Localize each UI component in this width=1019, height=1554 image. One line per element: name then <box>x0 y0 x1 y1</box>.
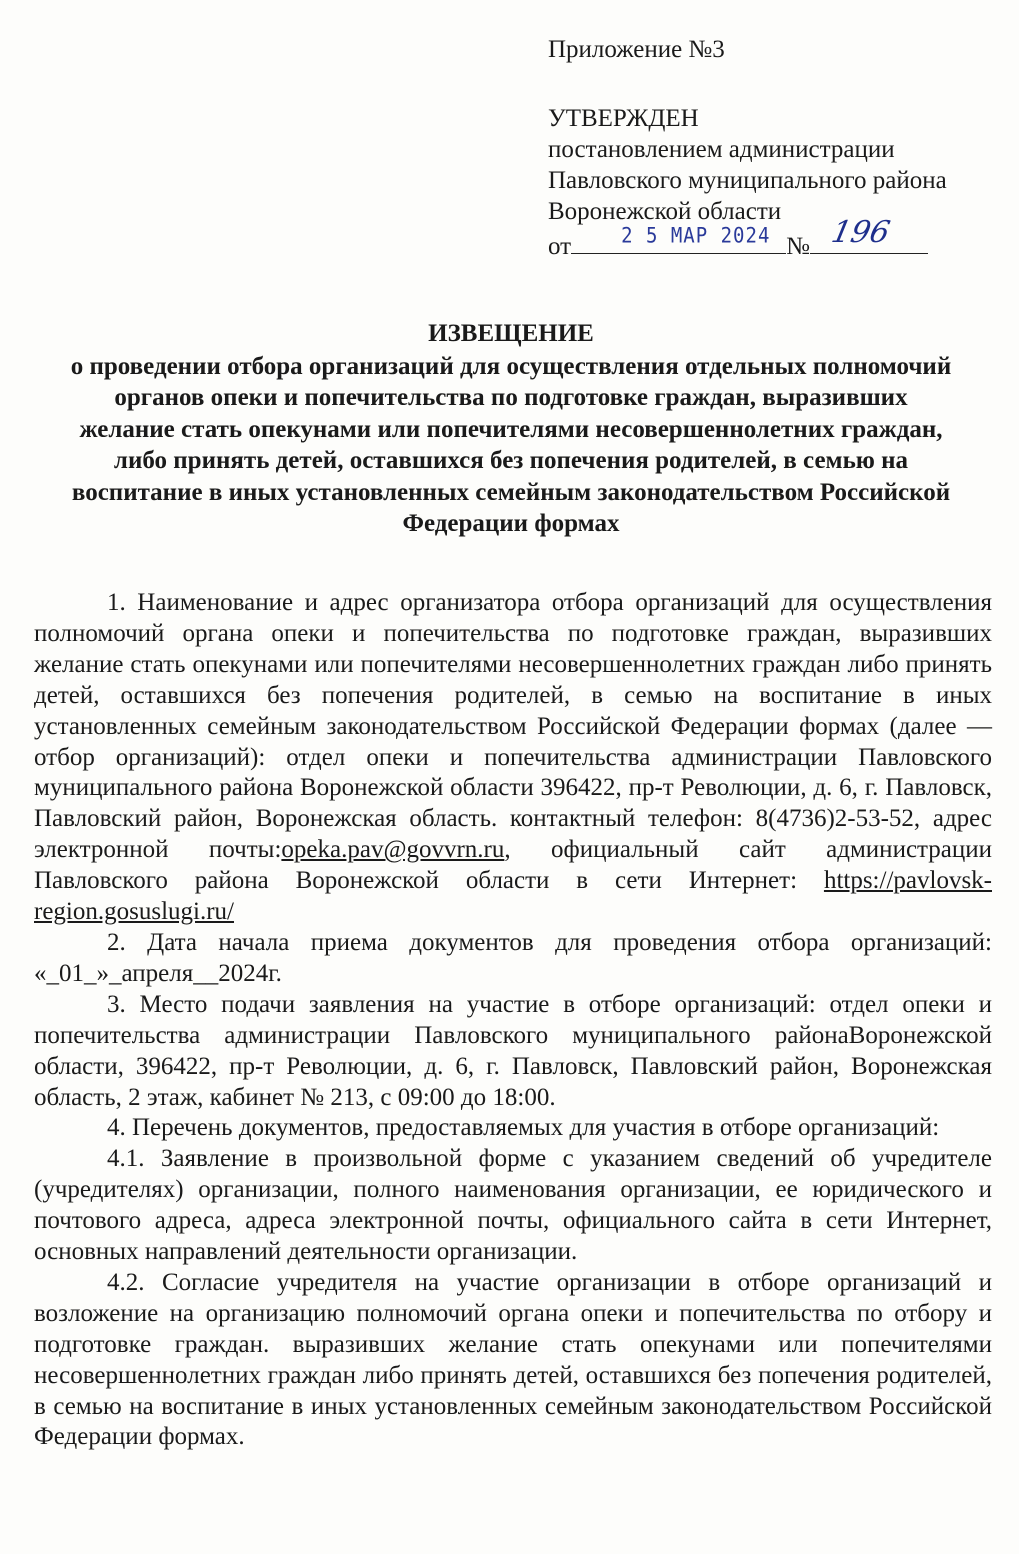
paragraph-1-text-2: , официальный сайт администрации Павловского района Воронежской области в сети Интернет: <box>34 836 993 895</box>
title-line: Федерации формах <box>402 510 620 537</box>
approved-label: УТВЕРЖДЕН <box>548 105 699 132</box>
email-link[interactable]: opeka.pav@govvrn.ru <box>281 836 505 864</box>
date-prefix: от <box>548 233 572 260</box>
paragraph-3: 3. Место подачи заявления на участие в отборе организаций: отдел опеки и попечительства администрации Павловского муниципального районаВоронежской области, 396422, пр-т Революции, д. 6, г. Павловск, Павловский район, Воронежская область, 2 этаж, кабинет № 213, с 09:00 до 18:00. <box>34 990 992 1111</box>
approval-line-2: Павловского муниципального района <box>548 167 947 194</box>
number-prefix: № <box>786 233 810 260</box>
title-line: о проведении отбора организаций для осуществления отдельных полномочий <box>70 352 952 380</box>
title-heading: ИЗВЕЩЕНИЕ <box>428 320 594 347</box>
paragraph-4: 4. Перечень документов, предоставляемых для участия в отборе организаций: <box>107 1114 940 1142</box>
paragraph-4-1: 4.1. Заявление в произвольной форме с указанием сведений об учредителе (учредителях) организации, полного наименования организации, ее юридического и почтового адреса, адреса электронной почты, официального сайта в сети Интернет, основных направлений деятельности организации. <box>34 1145 992 1266</box>
date-number-line <box>548 215 1008 262</box>
handwritten-number: 196 <box>828 215 893 250</box>
website-link[interactable]: https://pavlovsk-region.gosuslugi.ru/ <box>34 867 992 926</box>
approval-line-3: Воронежской области <box>548 198 782 225</box>
approval-line-1: постановлением администрации <box>548 136 895 163</box>
title-line: воспитание в иных установленных семейным законодательством Российской <box>71 478 951 506</box>
approval-header <box>548 34 1008 262</box>
paragraph-4-2: 4.2. Согласие учредителя на участие организации в отборе организаций и возложение на организацию полномочий органа опеки и попечительства по отбору и подготовке граждан. выразивших желание стать опекунами или попечителями несовершеннолетних граждан либо принять детей, оставшихся без попечения родителей, в семью на воспитание в иных установленных семейным законодательством Российской Федерации формах. <box>34 1268 992 1451</box>
paragraph-1 <box>34 588 992 928</box>
document-body <box>34 588 992 1453</box>
paragraph-1-text: 1. Наименование и адрес организатора отбора организаций для осуществления полномочий органа опеки и попечительства по подготовке граждан, выразивших желание стать опекунами или попечителями несовершеннолетних граждан либо принять детей, оставшихся без попечения родителей, в семью на воспитание в иных установленных семейным законодательством Российской Федерации формах (далее — отбор организаций): отдел опеки и попечительства администрации Павловского муниципального района Воронежской области 396422, пр-т Революции, д. 6, г. Павловск, Павловский район, Воронежская область. контактный телефон: 8(4736)2-53-52, адрес электронной почты: <box>34 589 992 864</box>
document-title <box>28 318 994 540</box>
title-line: органов опеки и попечительства по подготовке граждан, выразивших <box>114 384 908 411</box>
appendix-label: Приложение №3 <box>548 36 725 63</box>
title-line: желание стать опекунами или попечителями несовершеннолетних граждан, <box>79 415 943 443</box>
date-stamp: 2 5 МАР 2024 <box>621 223 771 249</box>
date-field <box>571 223 786 254</box>
number-field <box>810 215 928 254</box>
paragraph-2: 2. Дата начала приема документов для проведения отбора организаций: «_01_»_апреля__2024г. <box>34 928 992 987</box>
title-line: либо принять детей, оставшихся без попечения родителей, в семью на <box>113 447 909 474</box>
